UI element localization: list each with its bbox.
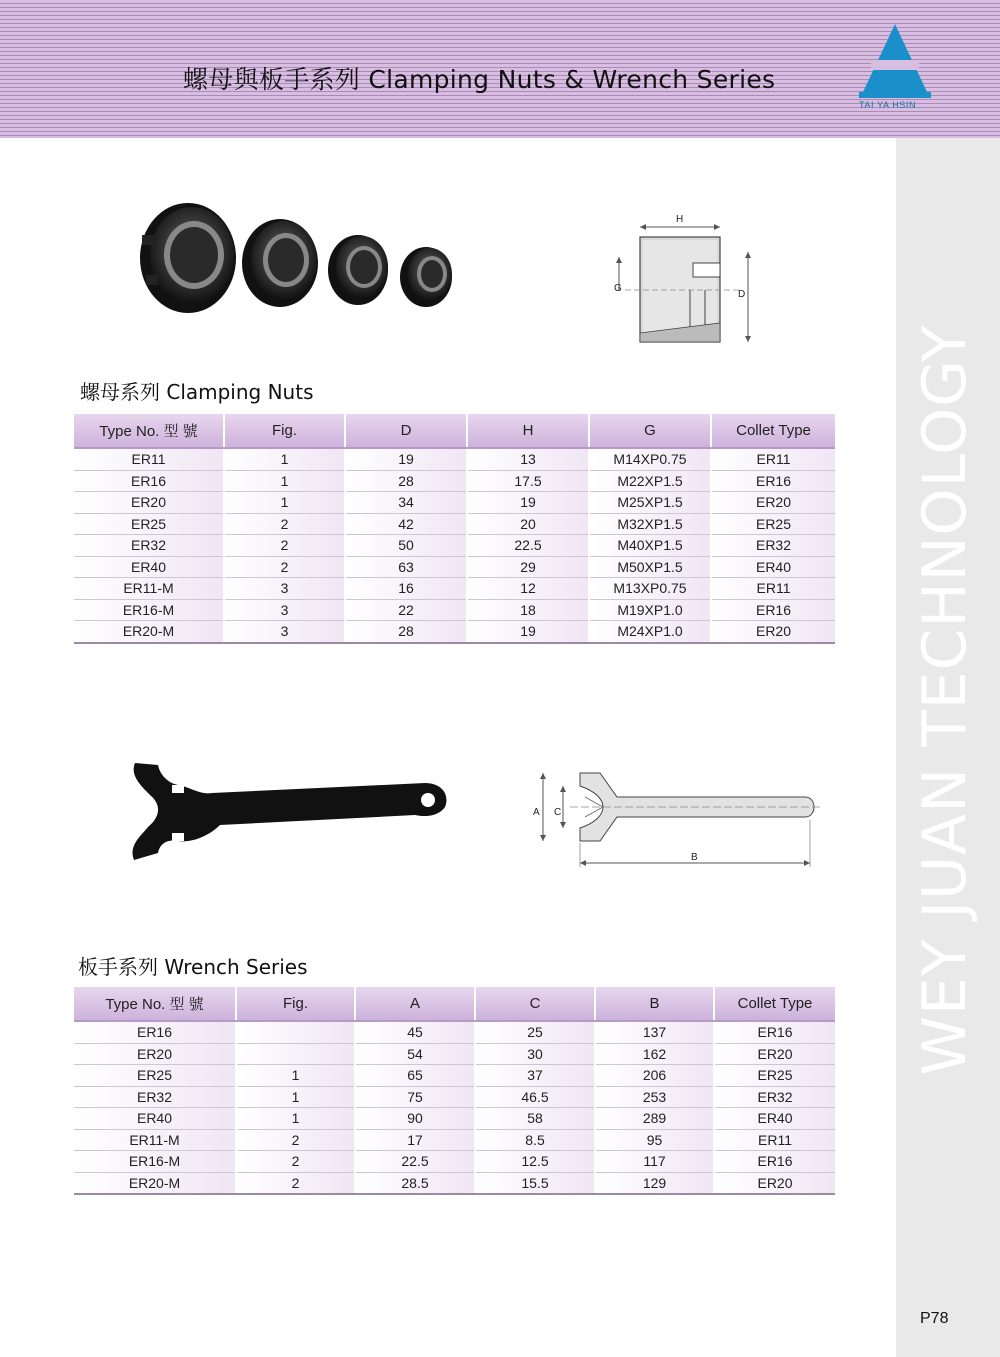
nut-dimension-drawing	[605, 205, 770, 355]
table-cell: ER40	[714, 1108, 835, 1130]
table-cell	[236, 1043, 355, 1065]
table-cell: 25	[475, 1021, 595, 1043]
dim-label-b: B	[691, 852, 698, 863]
table-cell: ER16	[74, 1021, 236, 1043]
table-cell: 19	[345, 448, 467, 470]
table-cell: ER32	[74, 1086, 236, 1108]
table-cell: M40XP1.5	[589, 535, 711, 557]
table-row	[74, 1043, 835, 1065]
table-cell: 12	[467, 578, 589, 600]
table-cell: 8.5	[475, 1129, 595, 1151]
table-cell: ER16	[714, 1151, 835, 1173]
table-cell: 22	[345, 599, 467, 621]
table-cell: 1	[236, 1108, 355, 1130]
table-cell: 1	[236, 1086, 355, 1108]
table-cell: 13	[467, 448, 589, 470]
table-cell: 2	[224, 513, 345, 535]
table-cell: M19XP1.0	[589, 599, 711, 621]
table-cell: 30	[475, 1043, 595, 1065]
page-title: 螺母與板手系列 Clamping Nuts & Wrench Series	[183, 65, 776, 94]
table-cell: ER11-M	[74, 1129, 236, 1151]
column-header: Collet Type	[714, 987, 835, 1021]
brand-vertical-text: WEY JUAN TECHNOLOGY	[910, 324, 980, 1076]
table-row	[74, 448, 835, 470]
table-cell: ER11	[711, 578, 835, 600]
table-cell: 28	[345, 621, 467, 643]
column-header: Type No. 型 號	[74, 987, 236, 1021]
table-row	[74, 1021, 835, 1043]
table-row	[74, 1086, 835, 1108]
column-header: Collet Type	[711, 414, 835, 448]
table-cell: ER20	[714, 1043, 835, 1065]
table-cell: ER20-M	[74, 1172, 236, 1194]
column-header: D	[345, 414, 467, 448]
table-cell: 2	[236, 1129, 355, 1151]
wrench-series-table	[74, 987, 835, 1195]
dim-label-c: C	[554, 807, 562, 818]
table-cell: 90	[355, 1108, 475, 1130]
table-cell: M25XP1.5	[589, 492, 711, 514]
table-header-row	[74, 414, 835, 448]
table-row	[74, 599, 835, 621]
column-header: H	[467, 414, 589, 448]
column-header: Fig.	[224, 414, 345, 448]
table-cell: 46.5	[475, 1086, 595, 1108]
column-header: Type No. 型 號	[74, 414, 224, 448]
table-header-row	[74, 987, 835, 1021]
table-cell: ER20	[711, 492, 835, 514]
table-cell: 17	[355, 1129, 475, 1151]
table-cell: ER25	[714, 1065, 835, 1087]
table-cell	[236, 1021, 355, 1043]
table-cell: ER11-M	[74, 578, 224, 600]
table-row	[74, 1108, 835, 1130]
table-cell: M22XP1.5	[589, 470, 711, 492]
table-cell: ER40	[74, 556, 224, 578]
table-cell: 65	[355, 1065, 475, 1087]
table-cell: 253	[595, 1086, 714, 1108]
table-cell: ER16-M	[74, 599, 224, 621]
column-header: G	[589, 414, 711, 448]
table-cell: ER20-M	[74, 621, 224, 643]
table-cell: 45	[355, 1021, 475, 1043]
table-cell: 22.5	[467, 535, 589, 557]
table-cell: ER20	[714, 1172, 835, 1194]
table-cell: 19	[467, 492, 589, 514]
table-cell: ER16	[711, 599, 835, 621]
table-cell: M24XP1.0	[589, 621, 711, 643]
company-logo	[855, 22, 935, 112]
table-cell: ER40	[711, 556, 835, 578]
table-cell: 28	[345, 470, 467, 492]
table-cell: ER20	[74, 492, 224, 514]
table-cell: 16	[345, 578, 467, 600]
table-cell: 1	[224, 470, 345, 492]
table-cell: 3	[224, 578, 345, 600]
table-cell: 2	[224, 556, 345, 578]
dim-label-h: H	[676, 214, 684, 225]
table-row	[74, 470, 835, 492]
dim-label-g: G	[614, 283, 622, 294]
table-cell: ER40	[74, 1108, 236, 1130]
table-cell: 12.5	[475, 1151, 595, 1173]
table-cell: 1	[236, 1065, 355, 1087]
table-cell: 3	[224, 621, 345, 643]
table-cell: ER25	[711, 513, 835, 535]
table-cell: 34	[345, 492, 467, 514]
dim-label-a: A	[533, 807, 540, 818]
table-cell: 15.5	[475, 1172, 595, 1194]
table-cell: ER25	[74, 1065, 236, 1087]
wrench-section-title: 板手系列 Wrench Series	[78, 955, 308, 979]
wrench-photo	[120, 755, 455, 870]
table-row	[74, 1065, 835, 1087]
column-header: A	[355, 987, 475, 1021]
table-cell: 129	[595, 1172, 714, 1194]
table-row	[74, 621, 835, 643]
table-cell: ER32	[714, 1086, 835, 1108]
table-cell: 289	[595, 1108, 714, 1130]
table-cell: 1	[224, 448, 345, 470]
table-cell: ER25	[74, 513, 224, 535]
table-cell: ER20	[74, 1043, 236, 1065]
table-cell: ER32	[711, 535, 835, 557]
table-row	[74, 1151, 835, 1173]
clamping-nuts-table	[74, 414, 835, 644]
table-row	[74, 1129, 835, 1151]
dim-label-d: D	[738, 289, 746, 300]
table-cell: 29	[467, 556, 589, 578]
column-header: Fig.	[236, 987, 355, 1021]
table-cell: 28.5	[355, 1172, 475, 1194]
table-row	[74, 492, 835, 514]
table-cell: ER11	[714, 1129, 835, 1151]
table-cell: 19	[467, 621, 589, 643]
table-cell: M32XP1.5	[589, 513, 711, 535]
table-cell: 17.5	[467, 470, 589, 492]
table-cell: 2	[224, 535, 345, 557]
table-cell: 50	[345, 535, 467, 557]
page-number: P78	[920, 1310, 949, 1327]
table-cell: 137	[595, 1021, 714, 1043]
column-header: C	[475, 987, 595, 1021]
table-cell: 1	[224, 492, 345, 514]
table-cell: ER16	[714, 1021, 835, 1043]
table-cell: 2	[236, 1172, 355, 1194]
table-cell: 206	[595, 1065, 714, 1087]
table-cell: ER16	[74, 470, 224, 492]
table-cell: M14XP0.75	[589, 448, 711, 470]
nuts-section-title: 螺母系列 Clamping Nuts	[80, 380, 314, 404]
table-cell: 42	[345, 513, 467, 535]
table-cell: 63	[345, 556, 467, 578]
table-cell: 22.5	[355, 1151, 475, 1173]
table-cell: ER11	[711, 448, 835, 470]
table-cell: ER16	[711, 470, 835, 492]
table-cell: ER16-M	[74, 1151, 236, 1173]
table-cell: 117	[595, 1151, 714, 1173]
table-row	[74, 513, 835, 535]
table-cell: M50XP1.5	[589, 556, 711, 578]
table-row	[74, 1172, 835, 1194]
table-cell: 2	[236, 1151, 355, 1173]
wrench-dimension-drawing	[525, 765, 825, 870]
clamping-nuts-photo	[130, 195, 470, 320]
table-row	[74, 535, 835, 557]
logo-text: TAI YA HSIN	[859, 100, 917, 110]
table-cell: 54	[355, 1043, 475, 1065]
table-cell: 18	[467, 599, 589, 621]
table-cell: 75	[355, 1086, 475, 1108]
table-cell: 3	[224, 599, 345, 621]
table-cell: 162	[595, 1043, 714, 1065]
column-header: B	[595, 987, 714, 1021]
table-cell: ER32	[74, 535, 224, 557]
table-cell: 95	[595, 1129, 714, 1151]
table-cell: 58	[475, 1108, 595, 1130]
table-row	[74, 556, 835, 578]
table-cell: ER20	[711, 621, 835, 643]
table-cell: ER11	[74, 448, 224, 470]
table-row	[74, 578, 835, 600]
table-cell: 20	[467, 513, 589, 535]
table-cell: M13XP0.75	[589, 578, 711, 600]
table-cell: 37	[475, 1065, 595, 1087]
